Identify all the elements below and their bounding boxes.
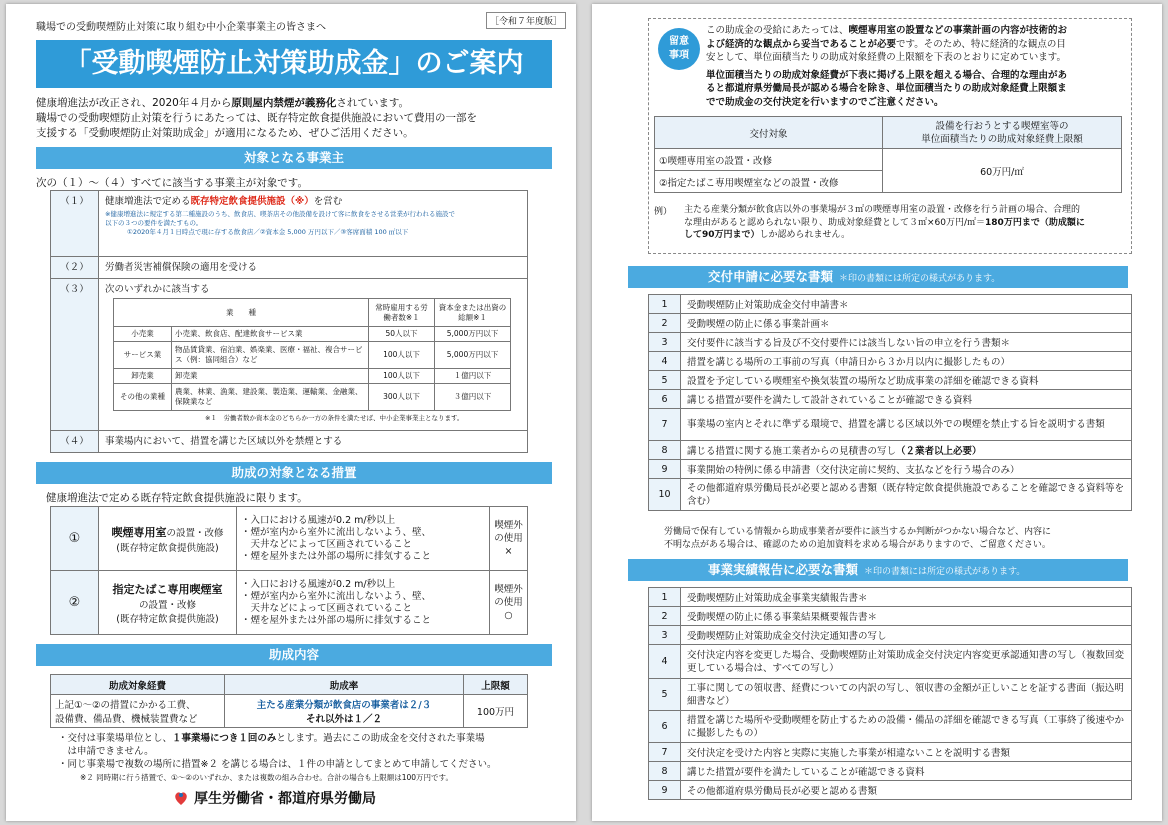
doc-item: 受動喫煙防止対策助成金事業実績報告書＊ [681, 588, 1132, 607]
notice-text: この助成金の受給にあたっては、喫煙専用室の設置などの事業計画の内容が技術的お よび経済的な観点から妥当であることが必要です。そのため、特に経済的な観点の目 安として、単位面積当たりの助成対象経費の上限額を下表のとおりに定めています。 単位面積当たりの助成対象経費が下表に掲げる上限を超える場合、合理的な理由があ ると都道府県労働局長が認める場合を除き、単位面積当たりの助成対象経費上限額ま でで助成金の交付決定を行いますのでご注意ください。 [706, 25, 1068, 108]
doc-number: 10 [649, 479, 681, 511]
req-4: 事業場内において、措置を講じた区域以外を禁煙とする [99, 431, 528, 453]
doc-number: 9 [649, 460, 681, 479]
example-text: 主たる産業分類が飲食店以外の事業場が３㎡の喫煙専用室の設置・改修を行う計画の場合、合理的 な理由があると認められない限り、助成対象経費として３㎡×60万円/㎡＝180万円まで（助成額に して90万円まで）しか認められません。 [684, 205, 1085, 240]
notice-badge: 留意 事項 [658, 28, 700, 70]
ministry-name: 厚生労働省・都道府県労働局 [194, 791, 376, 807]
unit-row: ①喫煙専用室の設置・改修 [655, 149, 883, 171]
inner-cell: 5,000万円以下 [435, 342, 511, 369]
example-label: 例） [654, 207, 673, 217]
eligible-subtitle: 次の（１）～（４）すべてに該当する事業主が対象です。 [36, 177, 308, 189]
doc-number: 6 [649, 711, 681, 743]
req-number: （３） [51, 279, 99, 431]
doc-number: 2 [649, 314, 681, 333]
report-docs-table [648, 587, 1132, 800]
doc-item: その他都道府県労働局長が必要と認める書類 [681, 781, 1132, 800]
unit-header: 交付対象 [655, 117, 883, 149]
inner-cell: ３億円以下 [435, 384, 511, 411]
edition-badge: ［令和７年度版］ [486, 12, 566, 29]
inner-cell: その他の業種 [114, 384, 172, 411]
inner-cell: 農業、林業、漁業、建設業、製造業、運輸業、金融業、保険業など [172, 384, 369, 411]
left-page [6, 4, 576, 821]
inner-cell: 5,000万円以下 [435, 327, 511, 342]
right-page [592, 4, 1162, 821]
doc-number: 1 [649, 588, 681, 607]
eligibility-table [50, 190, 528, 453]
doc-item: 設置を予定している喫煙室や換気装置の場所など助成事業の詳細を確認できる資料 [681, 371, 1132, 390]
doc-number: 9 [649, 781, 681, 800]
measure-name: 指定たばこ専用喫煙室 の設置・改修 (既存特定飲食提供施設) [99, 571, 237, 635]
unit-cost-table [654, 116, 1122, 193]
doc-number: 8 [649, 441, 681, 460]
ministry-footer [172, 788, 376, 808]
ministry-logo-icon [172, 789, 190, 807]
unit-row: ②指定たばこ専用喫煙室などの設置・改修 [655, 171, 883, 193]
measure-name: 喫煙専用室の設置・改修 (既存特定飲食提供施設) [99, 507, 237, 571]
req-number: （４） [51, 431, 99, 453]
inner-cell: 卸売業 [114, 369, 172, 384]
subsidy-header: 助成対象経費 [51, 675, 225, 695]
doc-item: 受動喫煙防止対策助成金交付申請書＊ [681, 295, 1132, 314]
target-audience-line: 職場での受動喫煙防止対策に取り組む中小企業事業主の皆さまへ [36, 22, 326, 33]
doc-item: 受動喫煙の防止に係る事業結果概要報告書＊ [681, 607, 1132, 626]
inner-cell: 卸売業 [172, 369, 369, 384]
doc-number: 7 [649, 743, 681, 762]
inner-header: 資本金または出資の総額※１ [435, 299, 511, 327]
inner-cell: 小売業、飲食店、配達飲食サービス業 [172, 327, 369, 342]
inner-cell: 物品賃貸業、宿泊業、娯楽業、医療・福祉、複合サービス（例：協同組合）など [172, 342, 369, 369]
section-title-eligible: 対象となる事業主 [36, 147, 552, 169]
unit-value: 60万円/㎡ [883, 149, 1122, 193]
subsidy-header: 上限額 [464, 675, 528, 695]
subsidy-cost: 上記①～②の措置にかかる工費、 設備費、備品費、機械装置費など [51, 695, 225, 728]
req-number: （１） [51, 191, 99, 257]
doc-item: 講じた措置が要件を満たしていることが確認できる資料 [681, 762, 1132, 781]
main-title: 「受動喫煙防止対策助成金」のご案内 [36, 40, 552, 88]
req-3: 次のいずれかに該当する 業 種 常時雇用する労働者数※１ 資本金または出資の総額※１ 小売業 小売業、飲食店、配達飲食サービス業 50人以下 5,000万円以下 サービス業 物品賃貸業、宿泊業、娯楽業、医療・福祉、複合サービス（例：協同組合）など 100人以下 5,000万円以下 卸売業 卸売業 100人以下 １億円以下 その他の業種 農業、林業、漁業、建設業、製造業、運輸業、金融業、保険業など 300人以下 ３億円以下 ※１ 労働者数か資本金のどちらか一方の条件を満たせば、中小企業事業主となります。 [99, 279, 528, 431]
unit-header: 設備を行おうとする喫煙室等の 単位面積当たりの助成対象経費上限額 [883, 117, 1122, 149]
doc-item: 受動喫煙防止対策助成金交付決定通知書の写し [681, 626, 1132, 645]
section-title-content: 助成内容 [36, 644, 552, 666]
doc-item: 交付決定を受けた内容と実際に実施した事業が相違ないことを説明する書類 [681, 743, 1132, 762]
doc-item: その他都道府県労働局長が必要と認める書類（既存特定飲食提供施設であることを確認できる資料等を含む） [681, 479, 1132, 511]
subsidy-header: 助成率 [225, 675, 464, 695]
measure-number: ② [51, 571, 99, 635]
measure-requirements: ・入口における風速が0.2 m/秒以上 ・煙が室内から室外に流出しないよう、壁、 天井などによって区画されていること ・煙を屋外または外部の場所に排気すること [237, 507, 490, 571]
inner-cell: 100人以下 [369, 369, 435, 384]
doc-item: 事業開始の特例に係る申請書（交付決定前に契約、支払などを行う場合のみ） [681, 460, 1132, 479]
doc-number: 8 [649, 762, 681, 781]
inner-cell: 小売業 [114, 327, 172, 342]
inner-note: ※１ 労働者数か資本金のどちらか一方の条件を満たせば、中小企業事業主となります。 [205, 414, 464, 422]
doc-item: 工事に関しての領収書、経費についての内訳の写し、領収書の金額が正しいことを証する書面（振込明細書など） [681, 679, 1132, 711]
doc-number: 5 [649, 679, 681, 711]
doc-item: 交付決定内容を変更した場合、受動喫煙防止対策助成金交付決定内容変更承認通知書の写し（複数回変更している場合は、すべての写し） [681, 645, 1132, 679]
inner-cell: 100人以下 [369, 342, 435, 369]
subsidy-notes: ・交付は事業場単位とし、１事業場につき１回のみとします。過去にこの助成金を交付された事業場 は申請できません。 ・同じ事業場で複数の場所に措置※２ を講じる場合は、１件の申請としてまとめて申請してください。 ※２ 同時期に行う措置で、①～②のいずれか、または複数の組み合わせ。合計の場合も上限額は100万円です。 [58, 733, 497, 782]
measures-subtitle: 健康増進法で定める既存特定飲食提供施設に限ります。 [46, 492, 308, 504]
inner-cell: 50人以下 [369, 327, 435, 342]
measure-number: ① [51, 507, 99, 571]
section-title-report-docs: 事業実績報告に必要な書類 ＊印の書類には所定の様式があります。 [628, 559, 1128, 581]
doc-item: 措置を講じる場所の工事前の写真（申請日から３か月以内に撮影したもの） [681, 352, 1132, 371]
inner-cell: １億円以下 [435, 369, 511, 384]
doc-number: 5 [649, 371, 681, 390]
lead-text: 健康増進法が改正され、2020年４月から原則屋内禁煙が義務化されています。 職場での受動喫煙防止対策を行うにあたっては、既存特定飲食提供施設において費用の一部を 支援する「受動喫煙防止対策助成金」が適用になるため、ぜひご活用ください。 [36, 97, 477, 139]
req-1: 健康増進法で定める既存特定飲食提供施設（※）を営む ※健康増進法に規定する第二種施設のうち、飲食店、喫茶店その他設備を設けて客に飲食をさせる営業が行われる施設で 以下の３つの要件を満たすもの。 ①2020年４月１日時点で現に存する飲食店／②資本金 5,000 万円以下／③客席面積 100 ㎡以下 [99, 191, 528, 257]
measure-use: 喫煙外の使用 ○ [490, 571, 528, 635]
doc-number: 2 [649, 607, 681, 626]
measures-table [50, 506, 528, 635]
measure-requirements: ・入口における風速が0.2 m/秒以上 ・煙が室内から室外に流出しないよう、壁、 天井などによって区画されていること ・煙を屋外または外部の場所に排気すること [237, 571, 490, 635]
application-docs-table [648, 294, 1132, 511]
section-title-application-docs: 交付申請に必要な書類 ＊印の書類には所定の様式があります。 [628, 266, 1128, 288]
inner-cell: 300人以下 [369, 384, 435, 411]
doc-item: 交付要件に該当する旨及び不交付要件には該当しない旨の申立を行う書類＊ [681, 333, 1132, 352]
req-number: （２） [51, 257, 99, 279]
doc-item: 事業場の室内とそれに準ずる環境で、措置を講じる区域以外での喫煙を禁止する旨を説明する書類 [681, 409, 1132, 441]
subsidy-table [50, 674, 528, 728]
measure-use: 喫煙外の使用 × [490, 507, 528, 571]
inner-cell: サービス業 [114, 342, 172, 369]
inner-header: 業 種 [114, 299, 369, 327]
subsidy-limit: 100万円 [464, 695, 528, 728]
doc-number: 4 [649, 352, 681, 371]
doc-number: 7 [649, 409, 681, 441]
inner-header: 常時雇用する労働者数※１ [369, 299, 435, 327]
req-2: 労働者災害補償保険の適用を受ける [99, 257, 528, 279]
doc-number: 3 [649, 626, 681, 645]
doc-item: 講じる措置が要件を満たして設計されていることが確認できる資料 [681, 390, 1132, 409]
doc-item: 受動喫煙の防止に係る事業計画＊ [681, 314, 1132, 333]
doc-item: 措置を講じた場所や受動喫煙を防止するための設備・備品の詳細を確認できる写真（工事終了後速やかに撮影したもの） [681, 711, 1132, 743]
doc-number: 1 [649, 295, 681, 314]
section-title-measures: 助成の対象となる措置 [36, 462, 552, 484]
size-criteria-table [113, 298, 511, 411]
application-docs-footer: 労働局で保有している情報から助成事業者が要件に該当するか判断がつかない場合など、内容に 不明な点がある場合は、確認のための追加資料を求める場合がありますので、ご留意ください。 [664, 527, 1052, 550]
doc-item: 講じる措置に関する施工業者からの見積書の写し（２業者以上必要） [681, 441, 1132, 460]
subsidy-rate: 主たる産業分類が飲食店の事業者は２/３ それ以外は１／２ [225, 695, 464, 728]
doc-number: 4 [649, 645, 681, 679]
doc-number: 3 [649, 333, 681, 352]
doc-number: 6 [649, 390, 681, 409]
